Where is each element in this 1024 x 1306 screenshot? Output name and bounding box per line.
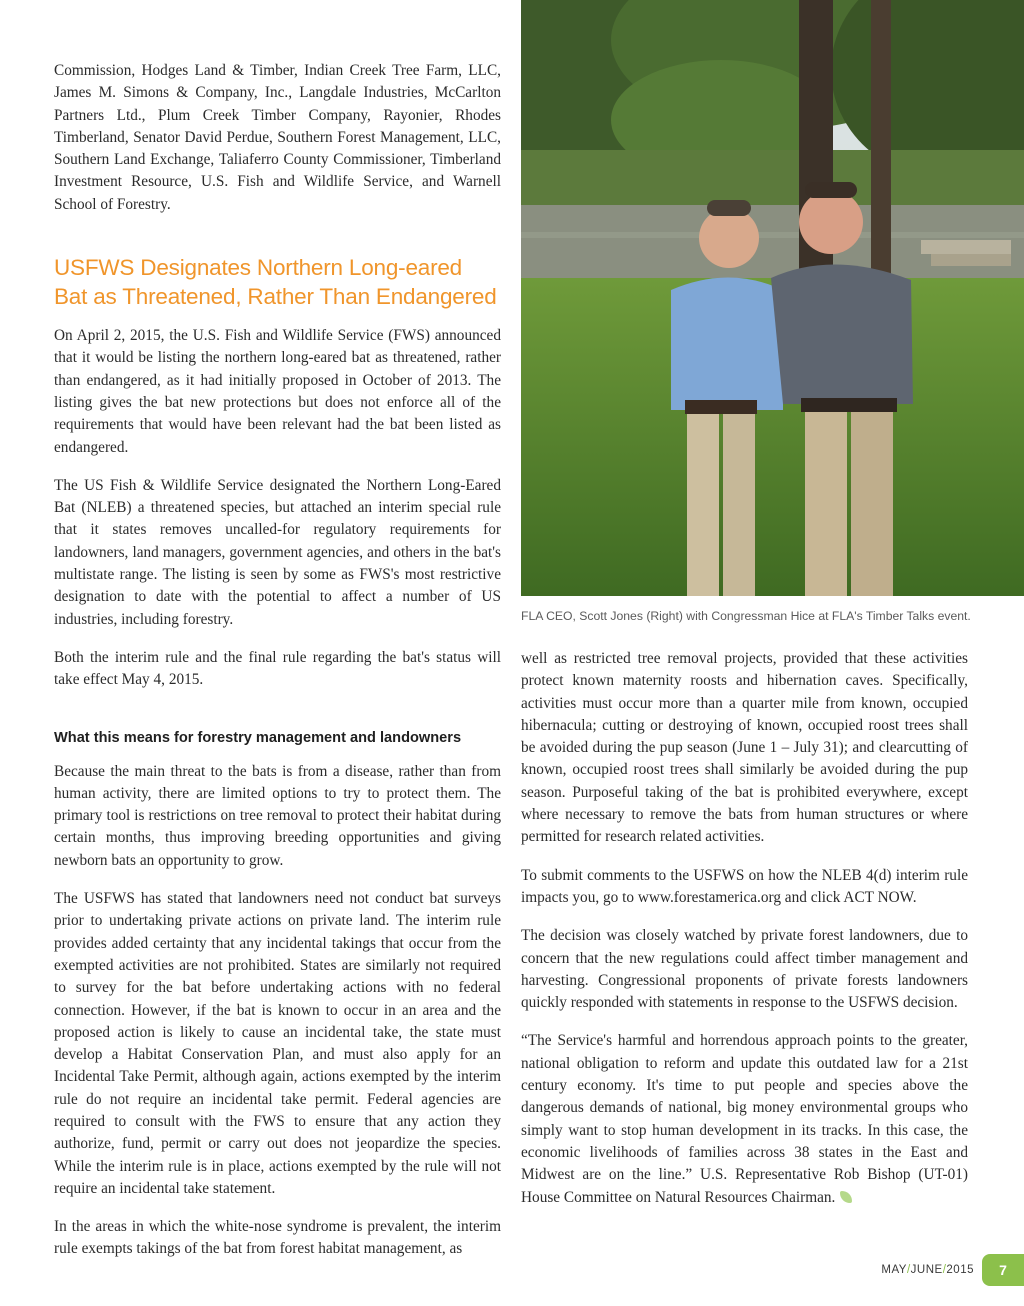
body-paragraph-4: Because the main threat to the bats is from a disease, rather than from human activity, there are limited options to try to protect them. The primary tool is restrictions on tree removal to protect their habitat during certain months, thus improving breeding opportunities and giving newborn bats an opportunity to grow.	[54, 762, 501, 869]
body-paragraph-9: The decision was closely watched by private forest landowners, due to concern that the new regulations could affect timber management and harvesting. Congressional proponents of private forests landowners quickly responded with statements in response to the USFWS decision.	[521, 927, 968, 1012]
photo-caption: FLA CEO, Scott Jones (Right) with Congressman Hice at FLA's Timber Talks event.	[521, 609, 971, 623]
intro-paragraph: Commission, Hodges Land & Timber, Indian Creek Tree Farm, LLC, James M. Simons & Company, Inc., Langdale Industries, McCarlton Partners Ltd., Plum Creek Timber Company, Rayonier, Rhodes Timberland, Senator David Perdue, Southern Forest Management, LLC, Southern Land Exchange, Taliaferro County Commissioner, Timberland Investment Resource, U.S. Fish and Wildlife Service, and Warnell School of Forestry.	[54, 62, 501, 213]
date-separator: /	[942, 1264, 947, 1276]
right-column	[521, 648, 968, 1225]
issue-year: 2015	[946, 1264, 974, 1276]
date-separator: /	[906, 1264, 911, 1276]
body-paragraph-6: In the areas in which the white-nose syndrome is prevalent, the interim rule exempts takings of the bat from forest habitat management, as	[54, 1218, 501, 1258]
article-headline: USFWS Designates Northern Long-eared Bat as Threatened, Rather Than Endangered	[54, 255, 497, 310]
left-column	[54, 60, 501, 1277]
body-paragraph-5: The USFWS has stated that landowners need not conduct bat surveys prior to undertaking private actions on private land. The interim rule provides added certainty that any incidental takings that occur from the exempted activities are not prohibited. States are similarly not required to survey for the bat before undertaking actions with no federal connection. However, if the bat is known to occur in an area and the proposed action is likely to cause an incidental take, the state must develop a Habitat Conservation Plan, and must also apply for an Incidental Take Permit, although again, actions exempted by the interim rule do not require an incidental take permit. Federal agencies are required to consult with the FWS to ensure that any action they authorize, fund, permit or carry out does not jeopardize the species. While the interim rule is in place, actions exempted by the rule will not require an incidental take statement.	[54, 890, 501, 1197]
issue-month-2: JUNE	[910, 1264, 943, 1276]
issue-date	[881, 1264, 974, 1276]
leaf-end-icon	[840, 1191, 852, 1203]
issue-month-1: MAY	[881, 1264, 907, 1276]
body-paragraph-8: To submit comments to the USFWS on how the NLEB 4(d) interim rule impacts you, go to www.forestamerica.org and click ACT NOW.	[521, 866, 968, 906]
quote-paragraph	[521, 1030, 968, 1208]
page-number: 7	[982, 1254, 1024, 1286]
body-paragraph-2: The US Fish & Wildlife Service designated the Northern Long-Eared Bat (NLEB) a threatened species, but attached an interim special rule that it states removes uncalled-for regulatory requirements for landowners, land managers, government agencies, and others in the bat's multistate range. The listing is seen by some as FWS's most restrictive designation to date with the potential to affect a number of US industries, including forestry.	[54, 476, 501, 628]
body-paragraph-1: On April 2, 2015, the U.S. Fish and Wildlife Service (FWS) announced that it would be listing the northern long-eared bat as threatened, rather than endangered, as it had initially proposed in October of 2013. The listing gives the bat new protections but does not enforce all of the requirements that would have been relevant had the bat been listed as endangered.	[54, 327, 501, 456]
body-paragraph-3: Both the interim rule and the final rule regarding the bat's status will take effect May 4, 2015.	[54, 648, 501, 689]
section-subhead: What this means for forestry management and landowners	[54, 729, 462, 746]
quote-text: “The Service's harmful and horrendous approach points to the greater, national obligation to reform and update this outdated law for a 21st century economy. It's time to put people and species above the dangerous demands of national, big money environmental groups who simply want to stop human development in its tracks. In this case, the economic livelihoods of families across 38 states in the East and Midwest are on the line.” U.S. Representative Rob Bishop (UT-01) House Committee on Natural Resources Chairman.	[521, 1032, 968, 1206]
event-photo	[521, 0, 1024, 596]
body-paragraph-7: well as restricted tree removal projects, provided that these activities protect known maternity roosts and hibernation caves. Specifically, activities must occur more than a quarter mile from known, occupied hibernacula; cutting or destroying of known, occupied roost trees shall be avoided during the pup season (June 1 – July 31); and clearcutting of known, occupied roost trees shall similarly be avoided during the pup season. Purposeful taking of the bat is prohibited everywhere, except where necessary to remove the bats from human structures or where permitted for research related activities.	[521, 650, 968, 846]
